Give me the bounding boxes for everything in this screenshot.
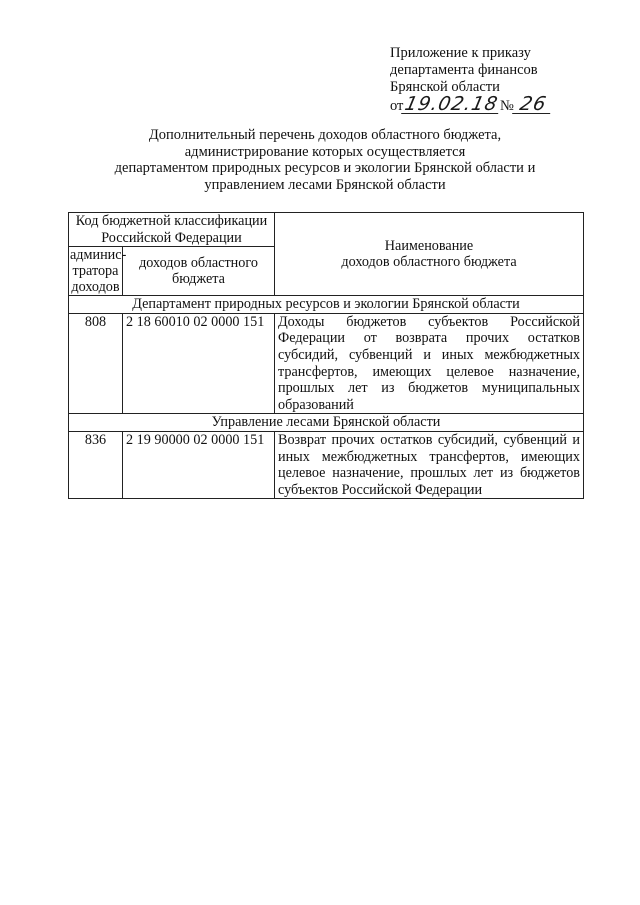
section-title: Управление лесами Брянской области <box>69 414 584 432</box>
revenue-name-cell: Доходы бюджетов субъектов Российской Федерации от возврата прочих остатков субсидий, субвенций и иных межбюджетных трансфертов, имеющих целевое назначение, прошлых лет из бюджетов муниципальных образований <box>275 313 584 414</box>
title-line-4: управлением лесами Брянской области <box>204 176 446 193</box>
title-line-3: департаментом природных ресурсов и экологии Брянской области и <box>114 160 536 177</box>
appendix-date-line <box>390 93 630 115</box>
from-label: от <box>390 98 404 114</box>
appendix-line-1: Приложение к приказу <box>390 45 531 61</box>
handwritten-date: 19.02.18 <box>403 93 501 115</box>
appendix-block <box>390 45 630 115</box>
revenue-code-cell: 2 19 90000 02 0000 151 <box>123 431 275 498</box>
title-line-1: Дополнительный перечень доходов областного бюджета, <box>148 127 502 143</box>
appendix-line-2: департамента финансов <box>390 62 538 78</box>
name-header <box>275 213 584 296</box>
section-title: Департамент природных ресурсов и экологии Брянской области <box>69 296 584 314</box>
table-row <box>69 431 584 498</box>
admin-code-cell: 836 <box>69 431 123 498</box>
revenues-code-header: доходов областного бюджета <box>123 247 275 296</box>
title-line-2: администрирование которых осуществляется <box>184 143 466 160</box>
document-title <box>60 127 590 193</box>
revenue-code-cell: 2 18 60010 02 0000 151 <box>123 313 275 414</box>
section-row <box>69 414 584 432</box>
revenue-table <box>68 212 584 499</box>
name-header-line-2: доходов областного бюджета <box>341 254 517 271</box>
table-row <box>69 313 584 414</box>
revenue-name-cell: Возврат прочих остатков субсидий, субвенций и иных межбюджетных трансфертов, имеющих целевое назначение, прошлых лет из бюджетов субъектов Российской Федерации <box>275 431 584 498</box>
classification-header: Код бюджетной классификации Российской Федерации <box>69 213 275 247</box>
table-header-row-1 <box>69 213 584 247</box>
administrator-header: админис-тратора доходов <box>70 247 127 296</box>
admin-code-cell: 808 <box>69 313 123 414</box>
appendix-line-3: Брянской области <box>390 79 500 95</box>
handwritten-number: 26 <box>512 96 554 114</box>
number-label: № <box>500 98 514 114</box>
name-header-line-1: Наименование <box>384 237 474 254</box>
section-row <box>69 296 584 314</box>
